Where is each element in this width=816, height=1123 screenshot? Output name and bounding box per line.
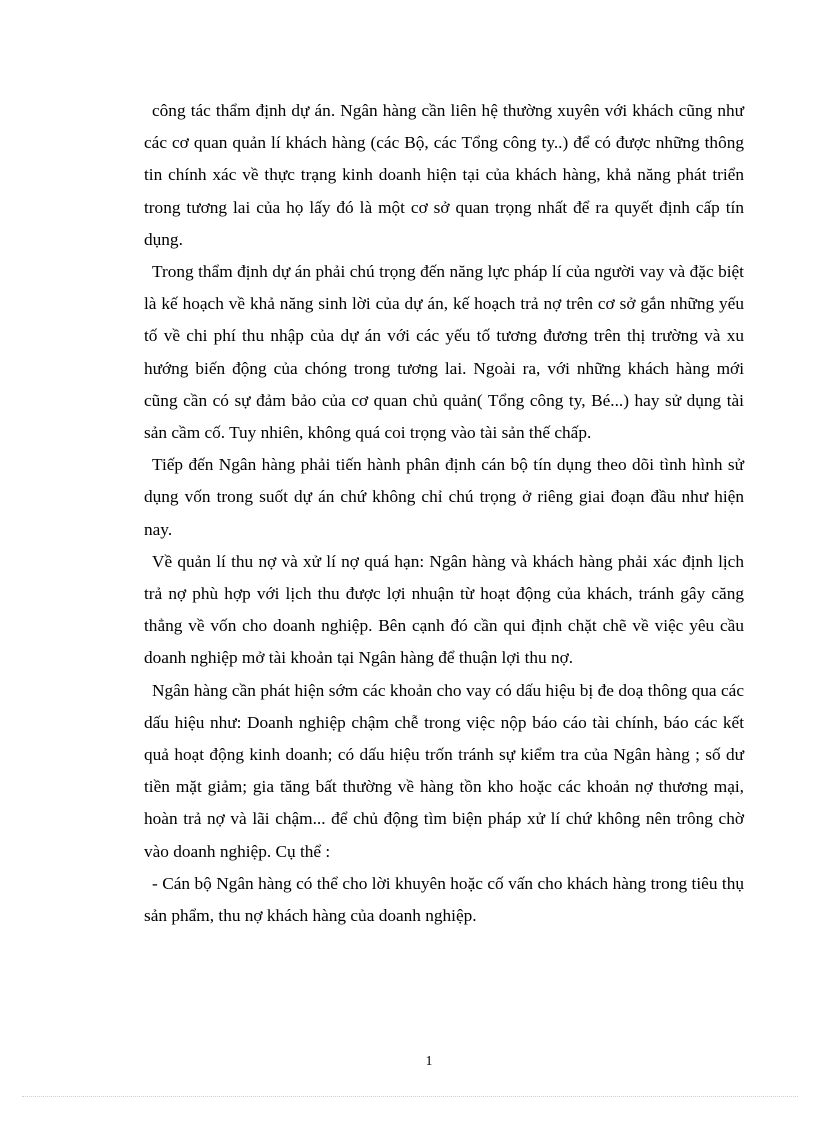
paragraph-5: Ngân hàng cần phát hiện sớm các khoản cho vay có dấu hiệu bị đe doạ thông qua các dấu hiệu như: Doanh nghiệp chậm chễ trong việc nộp báo cáo tài chính, báo các kết quả hoạt động kinh doanh; có dấu hiệu trốn tránh sự kiểm tra của Ngân hàng ; số dư tiền mặt giảm; gia tăng bất thường về hàng tồn kho hoặc các khoản nợ thương mại, hoàn trả nợ và lãi chậm... để chủ động tìm biện pháp xử lí chứ không nên trông chờ vào doanh nghiệp. Cụ thể : [144, 680, 744, 861]
paragraph-1: công tác thẩm định dự án. Ngân hàng cần liên hệ thường xuyên với khách cũng như các cơ quan quản lí khách hàng (các Bộ, các Tổng công ty..) để có được những thông tin chính xác về thực trạng kinh doanh hiện tại của khách hàng, khả năng phát triển trong tương lai của họ lấy đó là một cơ sở quan trọng nhất để ra quyết định cấp tín dụng. [144, 101, 744, 249]
paragraph-2: Trong thẩm định dự án phải chú trọng đến năng lực pháp lí của người vay và đặc biệt là kế hoạch về khả năng sinh lời của dự án, kế hoạch trả nợ trên cơ sở gắn những yếu tố về chi phí thu nhập của dự án với các yếu tố tương đương trên thị trường và xu hướng biến động của chóng trong tương lai. Ngoài ra, với những khách hàng mới cũng cần có sự đảm bảo của cơ quan chủ quản( Tổng công ty, Bé...) hay sử dụng tài sản cầm cố. Tuy nhiên, không quá coi trọng vào tài sản thế chấp. [144, 262, 744, 443]
paragraph-6: - Cán bộ Ngân hàng có thể cho lời khuyên hoặc cố vấn cho khách hàng trong tiêu thụ sản phẩm, thu nợ khách hàng của doanh nghiệp. [144, 873, 744, 926]
page-number: 1 [425, 1054, 433, 1069]
footer-divider [22, 1096, 798, 1097]
paragraph-3: Tiếp đến Ngân hàng phải tiến hành phân định cán bộ tín dụng theo dõi tình hình sử dụng vốn trong suốt dự án chứ không chỉ chú trọng ở riêng giai đoạn đầu như hiện nay. [144, 455, 744, 539]
paragraph-4: Về quản lí thu nợ và xử lí nợ quá hạn: Ngân hàng và khách hàng phải xác định lịch trả nợ phù hợp với lịch thu được lợi nhuận từ hoạt động của khách, tránh gây căng thẳng về vốn cho doanh nghiệp. Bên cạnh đó cần qui định chặt chẽ về việc yêu cầu doanh nghiệp mở tài khoản tại Ngân hàng để thuận lợi thu nợ. [144, 551, 744, 668]
document-body [144, 95, 744, 932]
